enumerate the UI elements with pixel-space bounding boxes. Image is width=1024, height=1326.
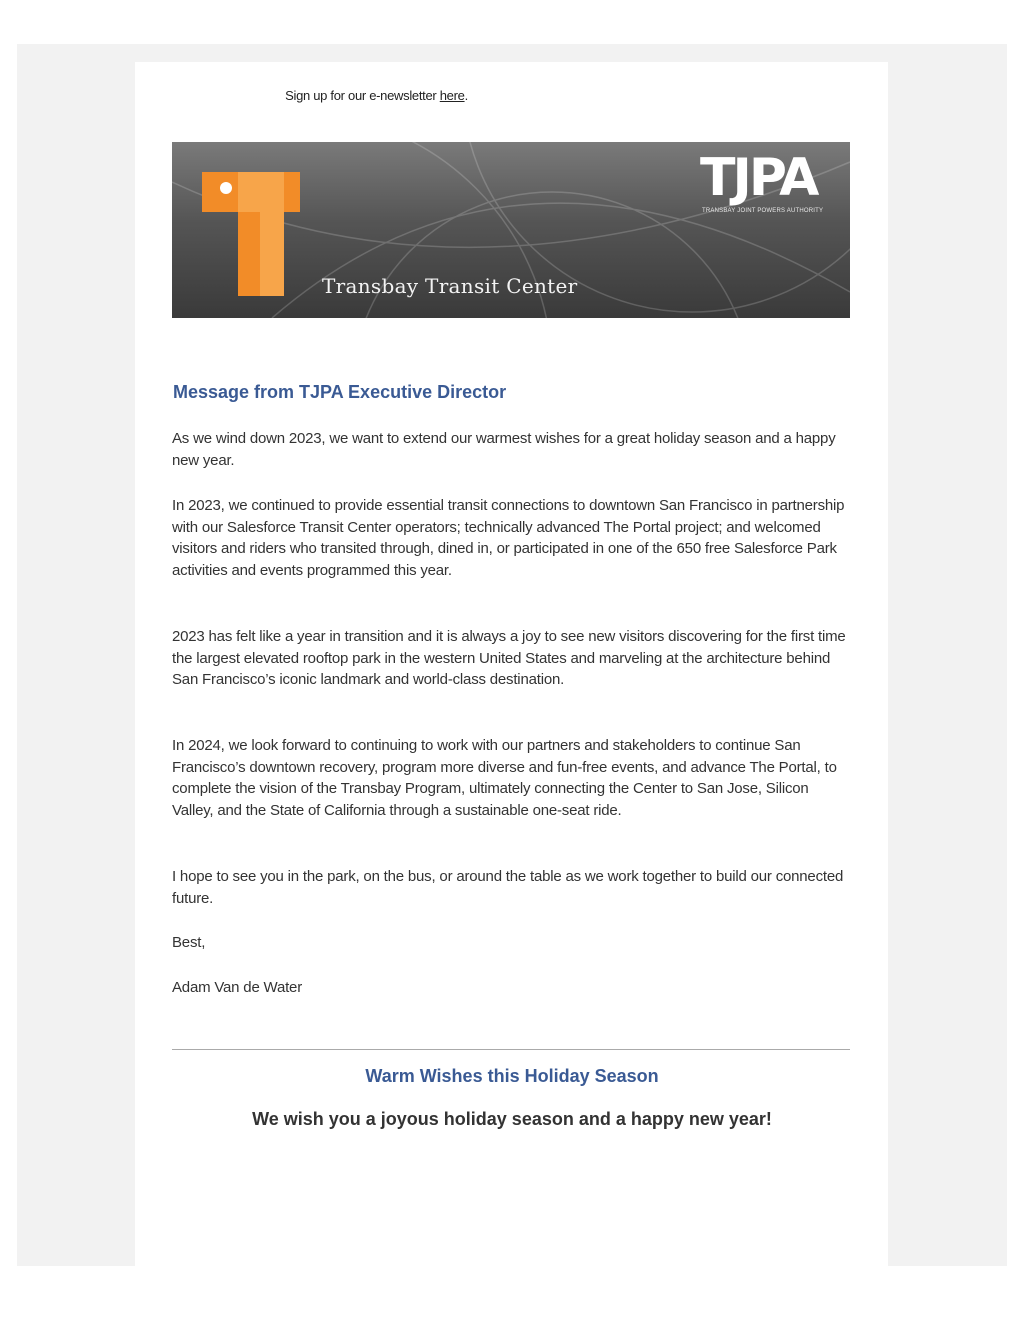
signup-link[interactable]: here [439, 88, 465, 103]
signup-suffix: . [464, 88, 468, 103]
section-divider [172, 1049, 850, 1050]
tjpa-logo-subtitle: TRANSBAY JOINT POWERS AUTHORITY [702, 208, 824, 214]
closing-text: Best, [172, 934, 206, 951]
message-paragraph: In 2024, we look forward to continuing to work with our partners and stakeholders to continue San Francisco’s downtown recovery, program more diverse and fun-free events, and advance The Portal, to complete the vision of the Transbay Program, ultimately connecting the Center to San Jose, Silicon Valley, and the State of California through a sustainable one-seat ride. [172, 737, 837, 819]
signature-text: Adam Van de Water [172, 979, 302, 996]
message-paragraph: 2023 has felt like a year in transition and it is always a joy to see new visitors discovering for the first time the largest elevated rooftop park in the western United States and marveling at the architecture behind San Francisco’s iconic landmark and world-class destination. [172, 628, 846, 689]
banner-title: Transbay Transit Center [322, 274, 578, 298]
t-logo-icon [202, 172, 300, 296]
message-paragraph: As we wind down 2023, we want to extend our warmest wishes for a great holiday season and a happy new year. [172, 430, 836, 469]
header-banner [172, 142, 850, 318]
message-paragraph: I hope to see you in the park, on the bus, or around the table as we work together to build our connected future. [172, 868, 844, 907]
message-heading: Message from TJPA Executive Director [173, 382, 507, 402]
holiday-heading: Warm Wishes this Holiday Season [365, 1066, 659, 1086]
newsletter-signup [0, 88, 753, 103]
holiday-message: We wish you a joyous holiday season and a happy new year! [252, 1109, 772, 1129]
signup-text: Sign up for our e-newsletter [285, 88, 440, 103]
message-paragraph: In 2023, we continued to provide essential transit connections to downtown San Francisco in partnership with our Salesforce Transit Center operators; technically advanced The Portal project; and welcomed visitors and riders who transited through, dined in, or participated in one of the 650 free Salesforce Park activities and events programmed this year. [172, 497, 845, 579]
tjpa-logo: TJPA [700, 148, 817, 208]
